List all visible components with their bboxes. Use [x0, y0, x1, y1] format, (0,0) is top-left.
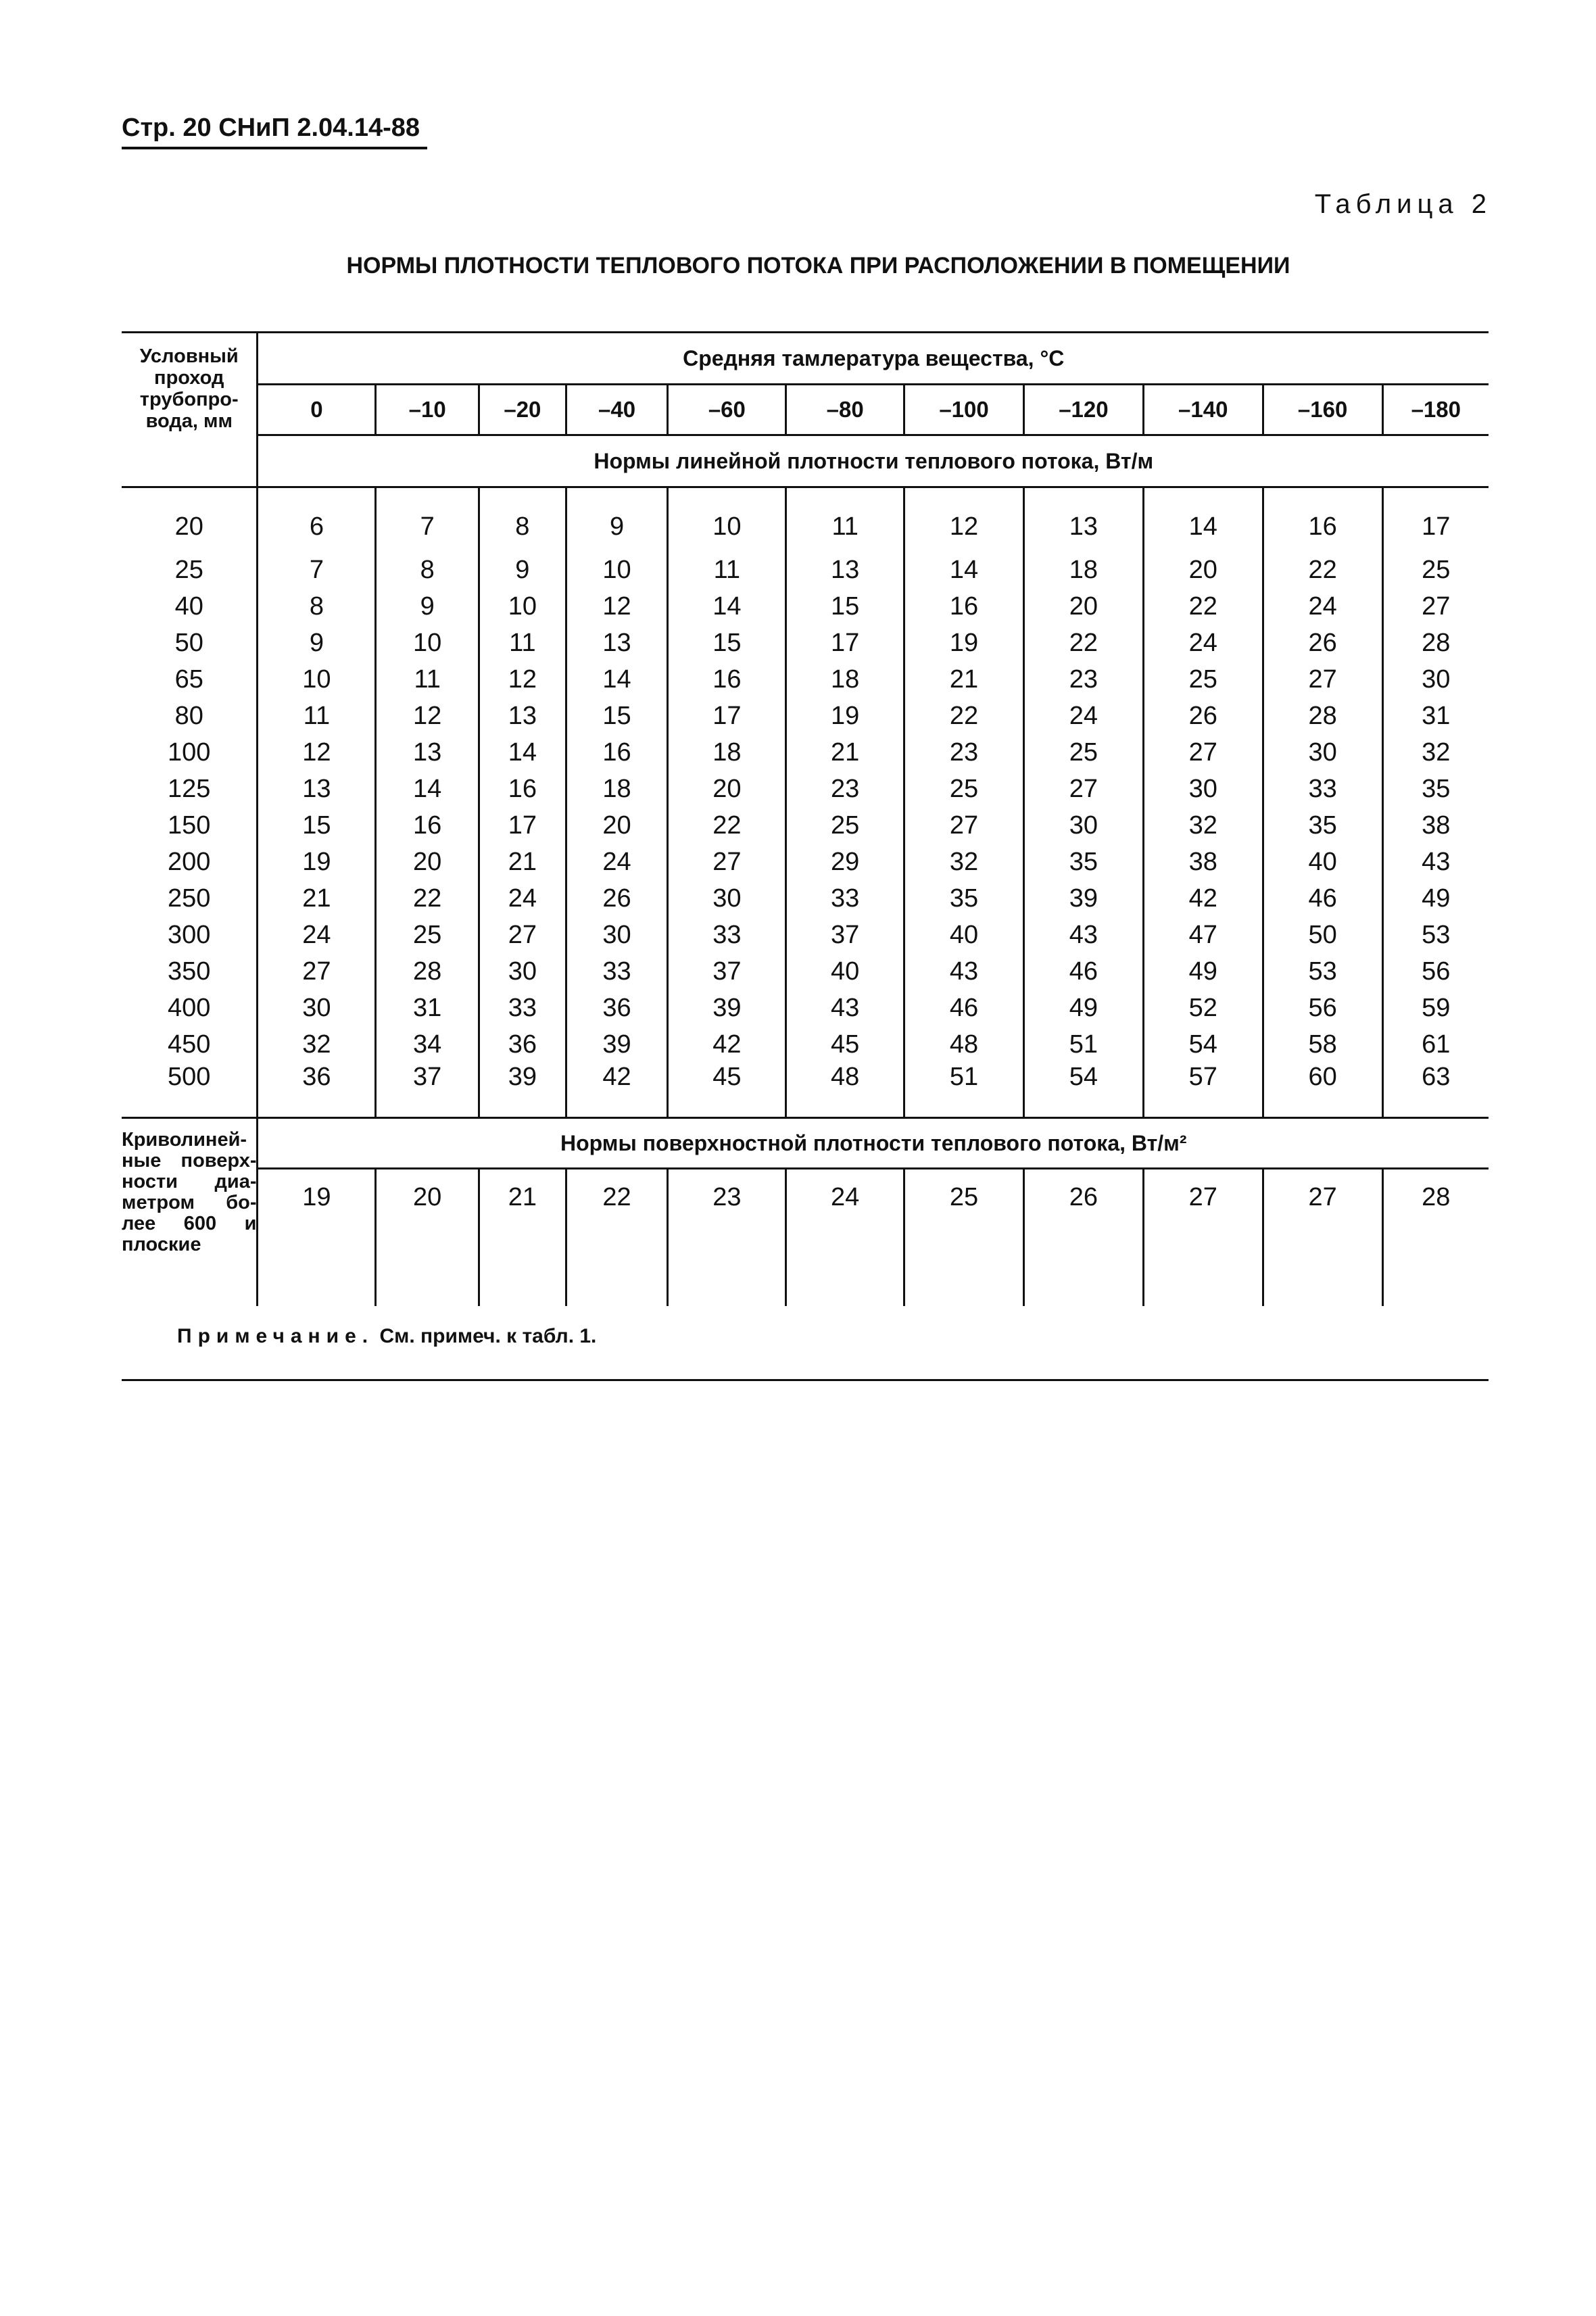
- table-row: [122, 953, 1489, 990]
- linear-density-cell: 17: [668, 698, 786, 734]
- linear-density-cell: 27: [904, 807, 1024, 844]
- linear-density-cell: 38: [1143, 844, 1263, 880]
- linear-density-cell: 27: [258, 953, 376, 990]
- linear-density-cell: 34: [376, 1026, 479, 1063]
- linear-density-cell: 23: [1023, 661, 1143, 698]
- linear-density-cell: 16: [668, 661, 786, 698]
- header-row-temperatures: [122, 385, 1489, 435]
- linear-density-cell: 33: [566, 953, 668, 990]
- linear-density-cell: 48: [904, 1026, 1024, 1063]
- linear-density-cell: 20: [1023, 588, 1143, 625]
- linear-density-cell: 22: [1143, 588, 1263, 625]
- linear-density-cell: 45: [786, 1026, 904, 1063]
- linear-density-cell: 35: [1382, 771, 1489, 807]
- linear-density-cell: 16: [376, 807, 479, 844]
- linear-density-cell: 51: [1023, 1026, 1143, 1063]
- table-number: Таблица 2: [1314, 189, 1492, 219]
- linear-density-cell: 32: [258, 1026, 376, 1063]
- linear-density-cell: 26: [1143, 698, 1263, 734]
- linear-density-cell: 42: [566, 1063, 668, 1118]
- linear-density-cell: 36: [566, 990, 668, 1026]
- linear-density-cell: 12: [258, 734, 376, 771]
- linear-density-cell: 46: [1263, 880, 1382, 917]
- linear-density-cell: 11: [376, 661, 479, 698]
- linear-density-cell: 43: [786, 990, 904, 1026]
- table-row: [122, 661, 1489, 698]
- pipe-diameter-cell: 50: [174, 628, 203, 657]
- linear-density-cell: 14: [479, 734, 566, 771]
- linear-density-cell: 36: [258, 1063, 376, 1118]
- linear-density-cell: 40: [904, 917, 1024, 953]
- pipe-diameter-cell: 80: [174, 701, 203, 730]
- header-row-linear-title: [122, 435, 1489, 487]
- temperature-column-header: –80: [786, 385, 904, 435]
- linear-density-cell: 35: [1023, 844, 1143, 880]
- note-text: См. примеч. к табл. 1.: [374, 1325, 597, 1347]
- linear-density-cell: 58: [1263, 1026, 1382, 1063]
- pipe-diameter-cell: 40: [174, 592, 203, 621]
- linear-density-cell: 13: [376, 734, 479, 771]
- linear-density-cell: 54: [1023, 1063, 1143, 1118]
- linear-density-cell: 27: [1263, 661, 1382, 698]
- linear-density-cell: 57: [1143, 1063, 1263, 1118]
- linear-density-cell: 56: [1263, 990, 1382, 1026]
- linear-density-cell: 8: [376, 552, 479, 588]
- linear-density-cell: 30: [479, 953, 566, 990]
- linear-density-cell: 42: [668, 1026, 786, 1063]
- linear-density-cell: 6: [258, 487, 376, 552]
- surface-density-cell: 21: [479, 1169, 566, 1307]
- linear-density-cell: 13: [1023, 487, 1143, 552]
- linear-density-cell: 17: [479, 807, 566, 844]
- linear-density-cell: 40: [1263, 844, 1382, 880]
- linear-density-cell: 30: [1382, 661, 1489, 698]
- linear-density-cell: 40: [786, 953, 904, 990]
- temperature-column-header: –180: [1382, 385, 1489, 435]
- surface-density-cell: 23: [668, 1169, 786, 1307]
- pipe-diameter-cell: 65: [174, 665, 203, 694]
- linear-density-cell: 46: [1023, 953, 1143, 990]
- table-row: [122, 990, 1489, 1026]
- linear-density-cell: 21: [479, 844, 566, 880]
- linear-density-cell: 18: [566, 771, 668, 807]
- temperature-header: Средняя тамлература вещества, °С: [258, 333, 1489, 385]
- linear-density-cell: 14: [566, 661, 668, 698]
- temperature-column-header: –20: [479, 385, 566, 435]
- bottom-rule: [122, 1379, 1489, 1381]
- linear-density-cell: 15: [786, 588, 904, 625]
- linear-density-cell: 14: [376, 771, 479, 807]
- linear-density-cell: 15: [566, 698, 668, 734]
- linear-density-cell: 61: [1382, 1026, 1489, 1063]
- linear-density-cell: 25: [786, 807, 904, 844]
- linear-density-cell: 28: [1382, 625, 1489, 661]
- linear-density-cell: 35: [904, 880, 1024, 917]
- linear-density-cell: 33: [786, 880, 904, 917]
- temperature-column-header: –100: [904, 385, 1024, 435]
- pipe-diameter-cell: 150: [168, 811, 211, 840]
- linear-density-cell: 25: [1023, 734, 1143, 771]
- temperature-column-header: 0: [258, 385, 376, 435]
- linear-density-cell: 49: [1023, 990, 1143, 1026]
- linear-density-cell: 49: [1382, 880, 1489, 917]
- table-row: [122, 844, 1489, 880]
- linear-density-cell: 16: [479, 771, 566, 807]
- linear-density-cell: 56: [1382, 953, 1489, 990]
- linear-density-cell: 36: [479, 1026, 566, 1063]
- surface-density-cell: 24: [786, 1169, 904, 1307]
- table-row: [122, 917, 1489, 953]
- linear-density-cell: 22: [1263, 552, 1382, 588]
- temperature-column-header: –10: [376, 385, 479, 435]
- temperature-column-header: –140: [1143, 385, 1263, 435]
- surface-density-cell: 27: [1143, 1169, 1263, 1307]
- linear-density-cell: 30: [668, 880, 786, 917]
- linear-density-cell: 27: [1023, 771, 1143, 807]
- linear-density-cell: 48: [786, 1063, 904, 1118]
- linear-density-cell: 11: [786, 487, 904, 552]
- surface-density-cell: 25: [904, 1169, 1024, 1307]
- linear-density-cell: 16: [566, 734, 668, 771]
- heat-flux-norms-table: [122, 331, 1489, 1306]
- linear-density-cell: 35: [1263, 807, 1382, 844]
- linear-density-cell: 39: [668, 990, 786, 1026]
- linear-density-cell: 13: [566, 625, 668, 661]
- linear-density-cell: 22: [1023, 625, 1143, 661]
- linear-density-cell: 30: [1023, 807, 1143, 844]
- linear-density-cell: 19: [786, 698, 904, 734]
- table-title: НОРМЫ ПЛОТНОСТИ ТЕПЛОВОГО ПОТОКА ПРИ РАСПОЛОЖЕНИИ В ПОМЕЩЕНИИ: [346, 253, 1290, 279]
- linear-density-cell: 24: [258, 917, 376, 953]
- linear-density-cell: 16: [1263, 487, 1382, 552]
- linear-density-cell: 21: [786, 734, 904, 771]
- pipe-diameter-cell: 25: [174, 555, 203, 584]
- pipe-diameter-cell: 100: [168, 738, 211, 767]
- linear-density-cell: 38: [1382, 807, 1489, 844]
- linear-density-cell: 8: [258, 588, 376, 625]
- linear-density-cell: 27: [1382, 588, 1489, 625]
- linear-density-cell: 30: [1143, 771, 1263, 807]
- linear-density-cell: 30: [566, 917, 668, 953]
- surface-density-cell: 27: [1263, 1169, 1382, 1307]
- linear-density-cell: 24: [566, 844, 668, 880]
- page-header: Стр. 20 СНиП 2.04.14-88: [122, 114, 427, 149]
- linear-density-cell: 18: [1023, 552, 1143, 588]
- linear-density-cell: 13: [786, 552, 904, 588]
- linear-density-header: Нормы линейной плотности теплового потока, Вт/м: [258, 435, 1489, 487]
- table-note: [177, 1325, 596, 1348]
- linear-density-cell: 21: [904, 661, 1024, 698]
- linear-density-cell: 49: [1143, 953, 1263, 990]
- linear-density-cell: 10: [668, 487, 786, 552]
- table-row: [122, 625, 1489, 661]
- linear-density-cell: 23: [904, 734, 1024, 771]
- linear-density-cell: 11: [479, 625, 566, 661]
- linear-density-cell: 27: [1143, 734, 1263, 771]
- linear-density-cell: 10: [566, 552, 668, 588]
- linear-density-cell: 22: [904, 698, 1024, 734]
- linear-density-cell: 12: [376, 698, 479, 734]
- linear-density-cell: 32: [904, 844, 1024, 880]
- linear-density-cell: 33: [479, 990, 566, 1026]
- surface-density-cell: 22: [566, 1169, 668, 1307]
- linear-density-cell: 19: [258, 844, 376, 880]
- linear-density-cell: 27: [668, 844, 786, 880]
- pipe-diameter-cell: 300: [168, 920, 211, 949]
- linear-density-cell: 30: [258, 990, 376, 1026]
- linear-density-cell: 14: [904, 552, 1024, 588]
- pipe-diameter-cell: 200: [168, 847, 211, 876]
- pipe-diameter-cell: 20: [174, 512, 203, 541]
- linear-density-cell: 11: [258, 698, 376, 734]
- linear-density-cell: 32: [1382, 734, 1489, 771]
- linear-density-cell: 31: [376, 990, 479, 1026]
- pipe-diameter-cell: 450: [168, 1030, 211, 1059]
- linear-density-cell: 18: [668, 734, 786, 771]
- linear-density-cell: 12: [566, 588, 668, 625]
- linear-density-cell: 39: [1023, 880, 1143, 917]
- linear-density-cell: 45: [668, 1063, 786, 1118]
- surface-header-row: [122, 1118, 1489, 1169]
- linear-density-cell: 43: [1382, 844, 1489, 880]
- linear-density-cell: 32: [1143, 807, 1263, 844]
- temperature-column-header: –40: [566, 385, 668, 435]
- table-row: [122, 771, 1489, 807]
- table-row: [122, 807, 1489, 844]
- surface-type-label: Криволиней- ные поверх- ности диа- метром бо- лее 600 и плоские: [122, 1118, 258, 1307]
- linear-density-cell: 52: [1143, 990, 1263, 1026]
- linear-density-cell: 50: [1263, 917, 1382, 953]
- pipe-diameter-cell: 125: [168, 774, 211, 803]
- surface-density-header: Нормы поверхностной плотности теплового потока, Вт/м²: [258, 1118, 1489, 1169]
- table-row: [122, 880, 1489, 917]
- linear-density-cell: 37: [786, 917, 904, 953]
- linear-density-cell: 30: [1263, 734, 1382, 771]
- linear-density-cell: 13: [479, 698, 566, 734]
- linear-density-cell: 21: [258, 880, 376, 917]
- pipe-diameter-header: Условный проход трубопро- вода, мм: [122, 333, 258, 487]
- linear-density-cell: 8: [479, 487, 566, 552]
- linear-density-cell: 29: [786, 844, 904, 880]
- linear-density-cell: 18: [786, 661, 904, 698]
- temperature-column-header: –160: [1263, 385, 1382, 435]
- linear-density-cell: 53: [1382, 917, 1489, 953]
- linear-density-cell: 53: [1263, 953, 1382, 990]
- linear-density-cell: 14: [668, 588, 786, 625]
- linear-density-cell: 26: [566, 880, 668, 917]
- surface-density-cell: 28: [1382, 1169, 1489, 1307]
- linear-density-cell: 15: [668, 625, 786, 661]
- linear-density-cell: 13: [258, 771, 376, 807]
- linear-density-cell: 17: [1382, 487, 1489, 552]
- table-row: [122, 487, 1489, 552]
- linear-density-cell: 20: [668, 771, 786, 807]
- table-row: [122, 1063, 1489, 1118]
- linear-density-cell: 43: [904, 953, 1024, 990]
- linear-density-cell: 42: [1143, 880, 1263, 917]
- linear-density-cell: 20: [1143, 552, 1263, 588]
- linear-density-cell: 25: [1382, 552, 1489, 588]
- linear-density-cell: 10: [376, 625, 479, 661]
- linear-density-cell: 22: [376, 880, 479, 917]
- temperature-column-header: –120: [1023, 385, 1143, 435]
- linear-density-cell: 10: [479, 588, 566, 625]
- linear-density-cell: 10: [258, 661, 376, 698]
- linear-density-cell: 24: [1263, 588, 1382, 625]
- linear-density-cell: 20: [376, 844, 479, 880]
- table-row: [122, 552, 1489, 588]
- note-label: Примечание.: [177, 1325, 374, 1347]
- table-row: [122, 734, 1489, 771]
- linear-density-cell: 33: [1263, 771, 1382, 807]
- linear-density-cell: 25: [904, 771, 1024, 807]
- linear-density-cell: 11: [668, 552, 786, 588]
- linear-density-cell: 15: [258, 807, 376, 844]
- linear-density-cell: 51: [904, 1063, 1024, 1118]
- linear-density-cell: 26: [1263, 625, 1382, 661]
- pipe-diameter-cell: 400: [168, 993, 211, 1022]
- linear-density-cell: 25: [376, 917, 479, 953]
- linear-density-cell: 17: [786, 625, 904, 661]
- temperature-column-header: –60: [668, 385, 786, 435]
- linear-density-cell: 7: [376, 487, 479, 552]
- table-row: [122, 1026, 1489, 1063]
- linear-density-cell: 25: [1143, 661, 1263, 698]
- linear-density-cell: 9: [479, 552, 566, 588]
- linear-density-cell: 31: [1382, 698, 1489, 734]
- linear-density-cell: 20: [566, 807, 668, 844]
- surface-density-cell: 19: [258, 1169, 376, 1307]
- header-row-temperature-title: [122, 333, 1489, 385]
- linear-density-cell: 9: [258, 625, 376, 661]
- surface-density-cell: 20: [376, 1169, 479, 1307]
- linear-density-cell: 37: [376, 1063, 479, 1118]
- linear-density-cell: 12: [904, 487, 1024, 552]
- linear-density-cell: 37: [668, 953, 786, 990]
- linear-density-cell: 59: [1382, 990, 1489, 1026]
- linear-density-cell: 24: [479, 880, 566, 917]
- linear-density-cell: 46: [904, 990, 1024, 1026]
- surface-values-row: [122, 1169, 1489, 1307]
- linear-density-cell: 9: [376, 588, 479, 625]
- pipe-diameter-cell: 350: [168, 957, 211, 986]
- linear-density-cell: 28: [376, 953, 479, 990]
- linear-density-cell: 12: [479, 661, 566, 698]
- pipe-diameter-cell: 500: [168, 1063, 211, 1091]
- linear-density-cell: 9: [566, 487, 668, 552]
- linear-density-cell: 7: [258, 552, 376, 588]
- linear-density-cell: 24: [1023, 698, 1143, 734]
- table-row: [122, 698, 1489, 734]
- linear-density-cell: 54: [1143, 1026, 1263, 1063]
- linear-density-cell: 47: [1143, 917, 1263, 953]
- linear-density-cell: 16: [904, 588, 1024, 625]
- linear-density-cell: 23: [786, 771, 904, 807]
- linear-density-cell: 63: [1382, 1063, 1489, 1118]
- linear-density-cell: 39: [479, 1063, 566, 1118]
- linear-density-cell: 60: [1263, 1063, 1382, 1118]
- pipe-diameter-cell: 250: [168, 884, 211, 913]
- linear-density-cell: 33: [668, 917, 786, 953]
- linear-density-cell: 27: [479, 917, 566, 953]
- linear-density-cell: 19: [904, 625, 1024, 661]
- table-row: [122, 588, 1489, 625]
- linear-density-cell: 28: [1263, 698, 1382, 734]
- surface-density-cell: 26: [1023, 1169, 1143, 1307]
- linear-density-cell: 43: [1023, 917, 1143, 953]
- linear-density-cell: 22: [668, 807, 786, 844]
- linear-density-cell: 14: [1143, 487, 1263, 552]
- linear-density-cell: 24: [1143, 625, 1263, 661]
- linear-density-cell: 39: [566, 1026, 668, 1063]
